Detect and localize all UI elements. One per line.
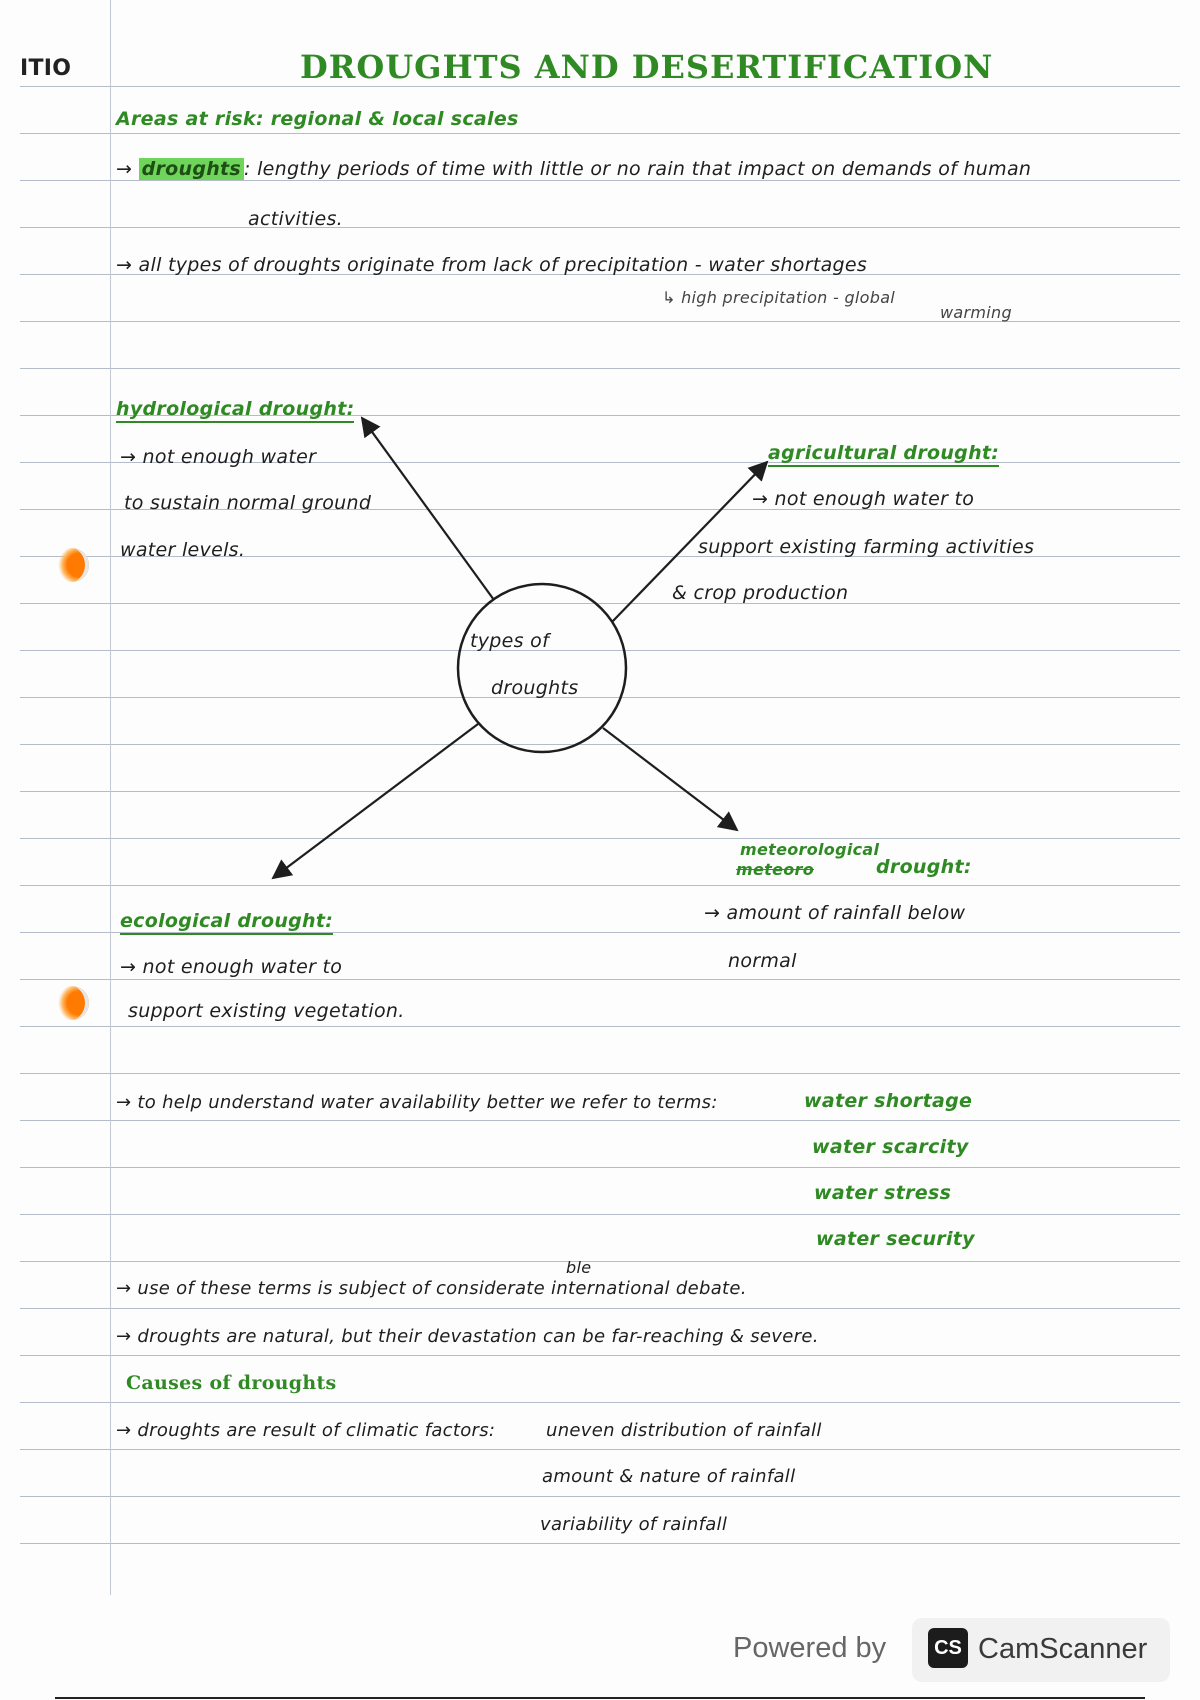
arrow-to-hydrological [362,418,494,600]
hydrological-heading: hydrological drought: [116,398,354,420]
agricultural-line: → not enough water to [752,488,975,510]
hydrological-line: → not enough water [120,446,317,468]
corner-text: ITIO [20,56,72,81]
term-item: water shortage [804,1090,973,1112]
debate-line: → use of these terms is subject of considerate international debate. [116,1278,747,1299]
arrow-to-meteorological [603,728,737,830]
hydrological-line: to sustain normal ground [124,492,372,514]
camscanner-logo-icon: CS [928,1628,968,1668]
high-precipitation-note: ↳ high precipitation - global [662,288,896,307]
center-label-line1: types of [470,630,550,652]
meteorological-heading: drought: [876,856,972,878]
agricultural-line: & crop production [672,582,849,604]
areas-at-risk: Areas at risk: regional & local scales [116,108,519,130]
camscanner-badge [912,1618,1170,1682]
footer-line [55,1697,1145,1699]
cause-item: uneven distribution of rainfall [546,1420,822,1441]
term-item: water scarcity [812,1136,969,1158]
ecological-heading: ecological drought: [120,910,333,932]
warming-note: warming [940,303,1012,322]
definition-text: : lengthy periods of time with little or no rain that impact on demands of human [244,158,1032,180]
center-circle [458,584,626,752]
meteorological-strikethrough: meteoro [736,860,814,879]
meteorological-line: normal [728,950,797,972]
term-item: water stress [814,1182,952,1204]
term-item: water security [816,1228,975,1250]
page-title: DROUGHTS AND DESERTIFICATION [300,48,994,86]
agricultural-heading: agricultural drought: [768,442,999,464]
ecological-line: → not enough water to [120,956,343,978]
center-label-line2: droughts [491,677,579,699]
all-types-line: → all types of droughts originate from lack of precipitation - water shortages [116,254,868,276]
meteorological-heading-top: meteorological [740,840,880,859]
definition-continued: activities. [248,208,343,230]
camscanner-brand: CamScanner [978,1633,1148,1665]
cause-item: amount & nature of rainfall [542,1466,796,1487]
arrow-to-ecological [273,724,478,878]
natural-line: → droughts are natural, but their devastation can be far-reaching & severe. [116,1326,819,1347]
hydrological-line: water levels. [120,539,246,561]
causes-heading: Causes of droughts [126,1372,337,1394]
causes-intro: → droughts are result of climatic factors: [116,1420,496,1441]
powered-by-text: Powered by [733,1632,887,1664]
ecological-line: support existing vegetation. [128,1000,405,1022]
meteorological-line: → amount of rainfall below [704,902,966,924]
terms-intro: → to help understand water availability better we refer to terms: [116,1092,718,1113]
definition-line: → droughts : lengthy periods of time with little or no rain that impact on demands of human [116,158,1032,180]
cause-item: variability of rainfall [540,1514,728,1535]
agricultural-line: support existing farming activities [698,536,1035,558]
droughts-highlight: droughts [139,158,244,180]
debate-insertion: ble [566,1258,592,1277]
